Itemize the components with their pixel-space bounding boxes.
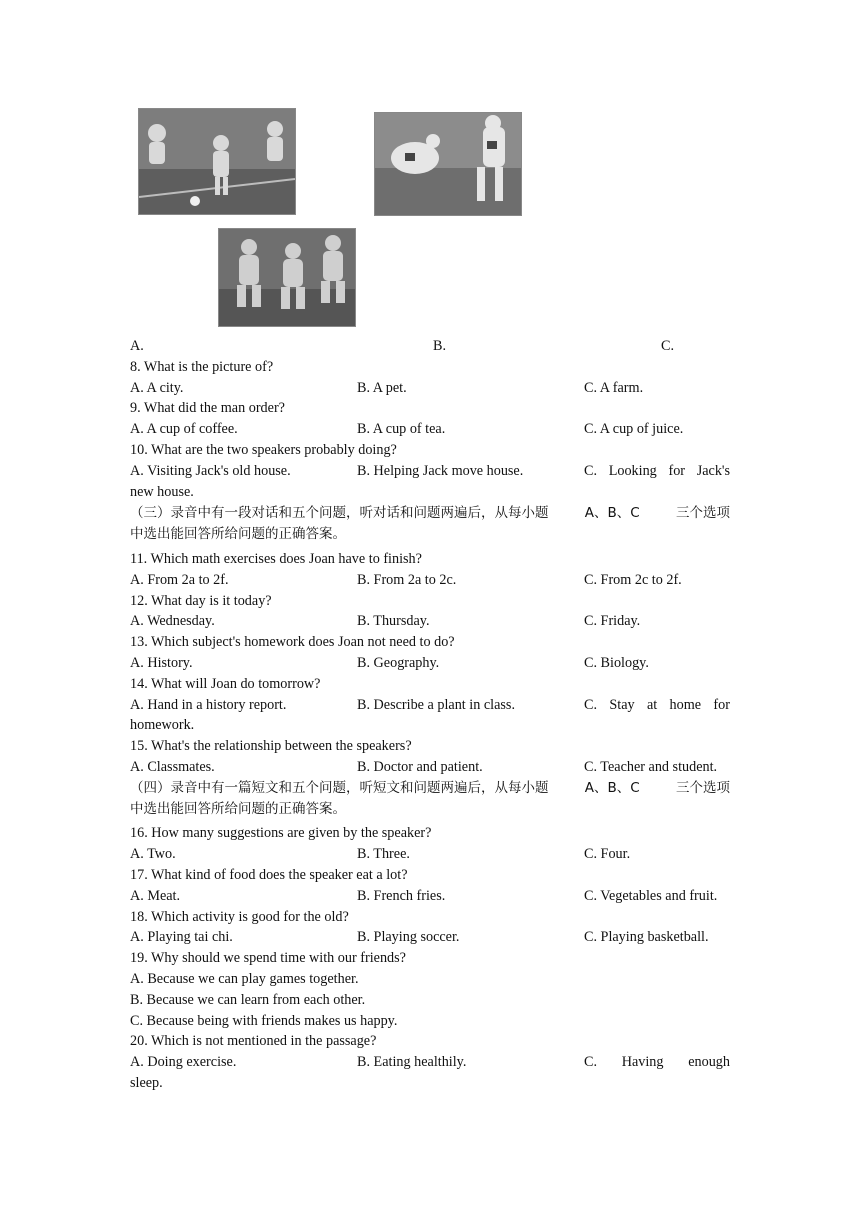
photo-robots-soccer	[138, 108, 296, 215]
option-c-continuation: sleep.	[130, 1074, 163, 1091]
option-c-word: C.	[584, 696, 598, 713]
question-15: 15. What's the relationship between the speakers?	[130, 738, 412, 755]
option-c	[584, 461, 730, 482]
option-c	[584, 695, 730, 716]
option-b: B. A cup of tea.	[357, 421, 446, 438]
option-c-word: at	[646, 696, 658, 713]
option-c: C. A farm.	[584, 379, 644, 396]
option-b: B. A pet.	[357, 379, 407, 396]
option-a: A. A cup of coffee.	[130, 421, 238, 438]
question-16: 16. How many suggestions are given by the speaker?	[130, 825, 432, 842]
section-3-instructions	[130, 503, 730, 524]
question-17: 17. What kind of food does the speaker eat a lot?	[130, 866, 408, 883]
question-11: 11. Which math exercises does Joan have to finish?	[130, 550, 422, 567]
question-13: 13. Which subject's homework does Joan not need to do?	[130, 634, 455, 651]
question-19: 19. Why should we spend time with our friends?	[130, 950, 406, 967]
option-c	[584, 1052, 730, 1073]
option-a: A. History.	[130, 654, 193, 671]
option-b: B. Doctor and patient.	[357, 758, 483, 775]
option-a: A. Doing exercise.	[130, 1054, 237, 1071]
options-12	[130, 611, 730, 632]
option-a: A. Playing tai chi.	[130, 929, 233, 946]
option-b: B. Geography.	[357, 654, 440, 671]
option-b: B. Because we can learn from each other.	[130, 991, 366, 1008]
options-14	[130, 695, 730, 716]
option-c-word: Looking	[608, 462, 657, 479]
option-c-word: C.	[584, 1054, 598, 1071]
section-4-text: 三个选项	[676, 779, 730, 796]
option-b: B. Eating healthily.	[357, 1054, 467, 1071]
photo-robots-group	[218, 228, 356, 327]
option-c: C. From 2c to 2f.	[584, 571, 682, 588]
option-b: B. Three.	[357, 846, 410, 863]
question-14: 14. What will Joan do tomorrow?	[130, 675, 321, 692]
option-c: C. Playing basketball.	[584, 929, 709, 946]
question-9: 9. What did the man order?	[130, 400, 285, 417]
option-c-word: home	[669, 696, 702, 713]
option-b: B. Playing soccer.	[357, 929, 460, 946]
option-c: C. Because being with friends makes us happy.	[130, 1012, 398, 1029]
option-a: A. From 2a to 2f.	[130, 571, 229, 588]
option-c: C. Vegetables and fruit.	[584, 887, 718, 904]
section-4-instructions	[130, 778, 730, 799]
option-b: B. From 2a to 2c.	[357, 571, 457, 588]
section-4-instructions-cont: 中选出能回答所给问题的正确答案。	[130, 800, 346, 817]
option-label-a: A.	[130, 338, 144, 354]
option-c-word: for	[713, 696, 730, 713]
option-c-word: enough	[688, 1054, 730, 1071]
option-b: B. French fries.	[357, 887, 446, 904]
options-15	[130, 757, 730, 778]
options-10	[130, 461, 730, 482]
section-3-instructions-cont: 中选出能回答所给问题的正确答案。	[130, 526, 346, 543]
section-4-text: （四）录音中有一篇短文和五个问题，听短文和问题两遍后，从每小题	[130, 779, 549, 796]
option-c: C. Friday.	[584, 613, 641, 630]
option-c-continuation: new house.	[130, 483, 194, 500]
option-a: A. Hand in a history report.	[130, 696, 287, 713]
options-8	[130, 378, 730, 399]
option-c-word: C.	[584, 462, 598, 479]
option-b: B. Thursday.	[357, 613, 430, 630]
question-20: 20. Which is not mentioned in the passage?	[130, 1033, 377, 1050]
option-a: A. Meat.	[130, 887, 181, 904]
option-c: C. A cup of juice.	[584, 421, 684, 438]
section-3-text: 三个选项	[676, 505, 730, 522]
options-20	[130, 1052, 730, 1073]
option-a: A. Classmates.	[130, 758, 215, 775]
question-18: 18. Which activity is good for the old?	[130, 908, 349, 925]
option-c-word: Having	[621, 1054, 664, 1071]
options-11	[130, 570, 730, 591]
option-a: A. Because we can play games together.	[130, 970, 359, 987]
options-16	[130, 844, 730, 865]
picture-option-labels	[130, 336, 730, 357]
option-c-continuation: homework.	[130, 717, 195, 734]
option-label-b: B.	[433, 338, 447, 354]
option-a: A. A city.	[130, 379, 184, 396]
question-8: 8. What is the picture of?	[130, 358, 274, 375]
options-18	[130, 927, 730, 948]
option-c: C. Four.	[584, 846, 631, 863]
option-c: C. Biology.	[584, 654, 649, 671]
option-a: A. Wednesday.	[130, 613, 215, 630]
options-17	[130, 886, 730, 907]
option-label-c: C.	[661, 338, 675, 354]
options-9	[130, 419, 730, 440]
option-c-word: for	[668, 462, 686, 479]
option-b: B. Helping Jack move house.	[357, 462, 524, 479]
question-12: 12. What day is it today?	[130, 592, 272, 609]
option-c-word: Jack's	[696, 462, 730, 479]
exam-content	[130, 336, 730, 1094]
option-c: C. Teacher and student.	[584, 758, 718, 775]
option-a: A. Visiting Jack's old house.	[130, 462, 291, 479]
option-b: B. Describe a plant in class.	[357, 696, 515, 713]
options-13	[130, 653, 730, 674]
photo-robots-kicking	[374, 112, 522, 216]
section-3-text: A、B、C	[584, 505, 640, 522]
section-4-text: A、B、C	[584, 779, 640, 796]
option-c-word: Stay	[609, 696, 635, 713]
option-a: A. Two.	[130, 846, 176, 863]
question-10: 10. What are the two speakers probably doing?	[130, 441, 397, 458]
section-3-text: （三）录音中有一段对话和五个问题，听对话和问题两遍后，从每小题	[130, 505, 549, 522]
